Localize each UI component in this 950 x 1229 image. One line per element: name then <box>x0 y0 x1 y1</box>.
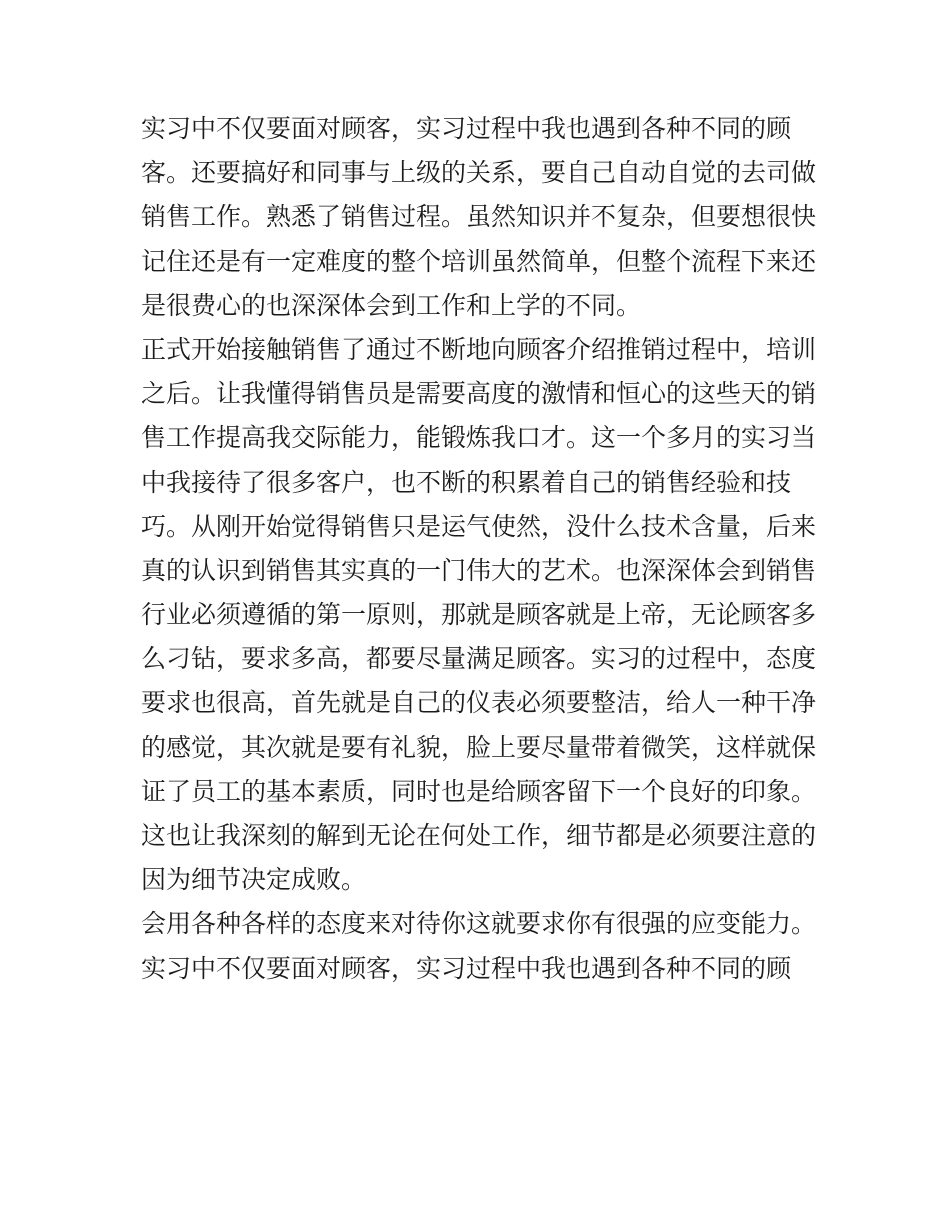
text-line: 巧。从刚开始觉得销售只是运气使然，没什么技术含量，后来 <box>141 511 817 541</box>
text-line: 会用各种各样的态度来对待你这就要求你有很强的应变能力。 <box>141 909 817 939</box>
text-line: 客。还要搞好和同事与上级的关系，要自己自动自觉的去司做 <box>141 158 817 188</box>
text-line: 证了员工的基本素质，同时也是给顾客留下一个良好的印象。 <box>141 776 817 806</box>
text-line: 这也让我深刻的解到无论在何处工作，细节都是必须要注意的 <box>141 821 817 850</box>
text-line: 行业必须遵循的第一原则，那就是顾客就是上帝，无论顾客多 <box>141 600 817 630</box>
document-body <box>141 107 831 991</box>
text-line: 销售工作。熟悉了销售过程。虽然知识并不复杂，但要想很快 <box>141 202 817 232</box>
text-line: 真的认识到销售其实真的一门伟大的艺术。也深深体会到销售 <box>141 555 817 585</box>
text-line: 的感觉，其次就是要有礼貌，脸上要尽量带着微笑，这样就保 <box>141 732 817 762</box>
text-line: 么刁钻，要求多高，都要尽量满足顾客。实习的过程中，态度 <box>141 644 817 674</box>
text-line: 正式开始接触销售了通过不断地向顾客介绍推销过程中，培训 <box>141 334 817 364</box>
text-line: 实习中不仅要面对顾客，实习过程中我也遇到各种不同的顾 <box>141 953 792 983</box>
text-line: 售工作提高我交际能力，能锻炼我口才。这一个多月的实习当 <box>141 423 817 453</box>
text-line: 之后。让我懂得销售员是需要高度的激情和恒心的这些天的销 <box>141 379 817 409</box>
text-line: 因为细节决定成败。 <box>141 865 367 895</box>
text-line: 要求也很高，首先就是自己的仪表必须要整洁，给人一种干净 <box>141 688 817 718</box>
text-line: 记住还是有一定难度的整个培训虽然简单，但整个流程下来还 <box>141 246 817 276</box>
text-line: 中我接待了很多客户，也不断的积累着自己的销售经验和技 <box>141 467 792 497</box>
text-line: 实习中不仅要面对顾客，实习过程中我也遇到各种不同的顾 <box>141 114 792 143</box>
text-line: 是很费心的也深深体会到工作和上学的不同。 <box>141 290 642 320</box>
